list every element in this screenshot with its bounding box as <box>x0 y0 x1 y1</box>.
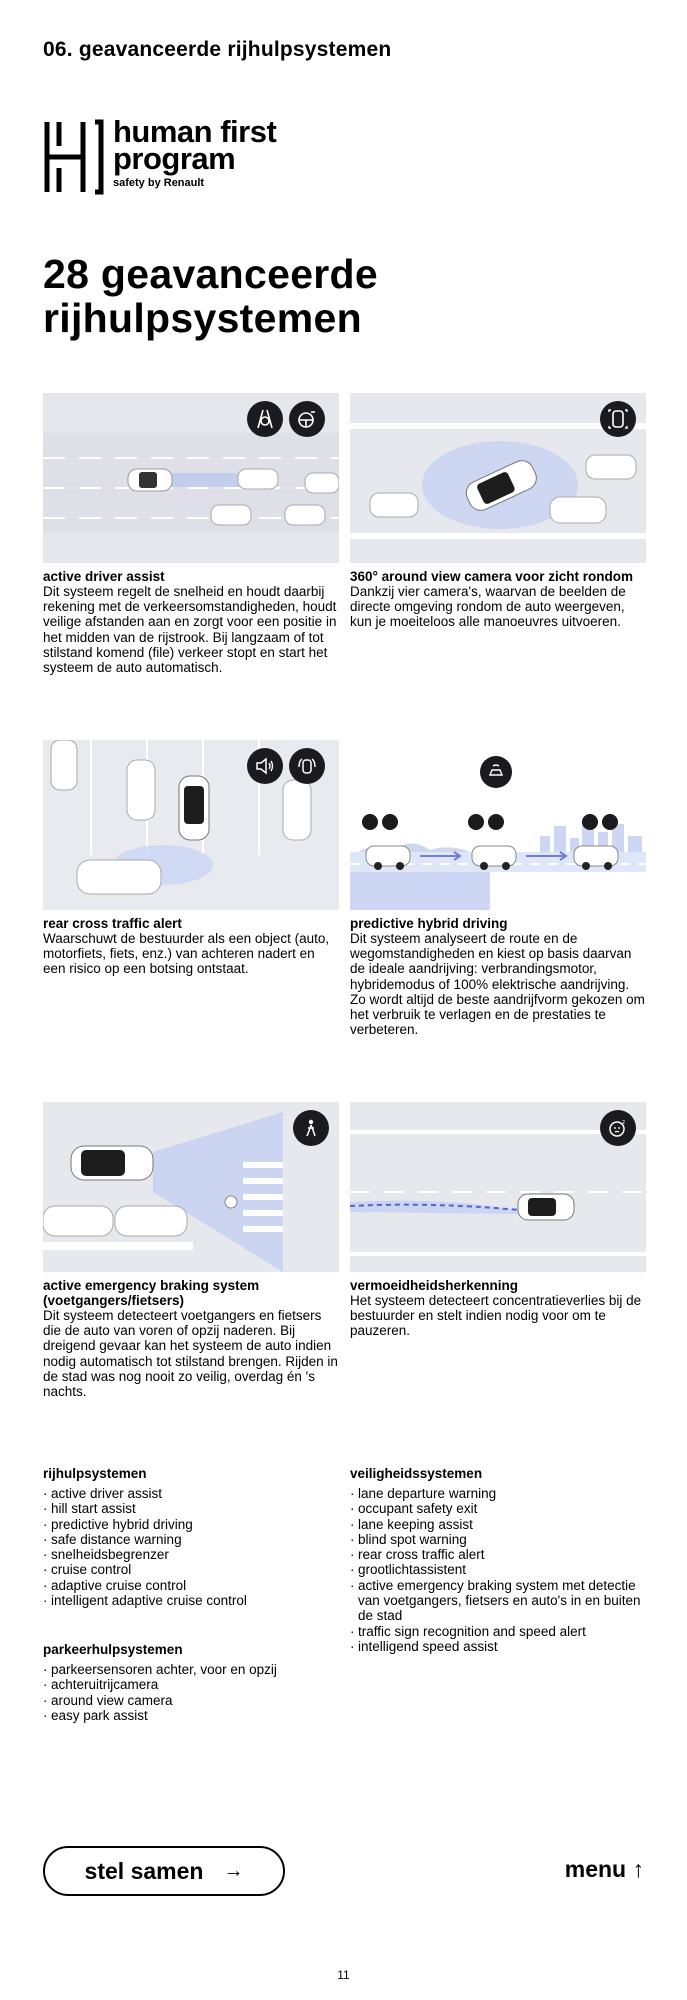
list-item: · grootlichtassistent <box>350 1562 646 1577</box>
logo-line2: program <box>113 141 236 176</box>
list-item: · traffic sign recognition and speed alert <box>350 1624 646 1639</box>
lane-assist-icon <box>247 401 283 437</box>
feature-text: Dit systeem analyseert de route en de wegomstandigheden en kiest op basis daarvan de ideale aandrijving: verbrandingsmotor, hybridemodus of 100% elektrische aandrijving. Zo wordt altijd de beste aandrijfvorm gekozen om het verbruik te verlagen en de prestaties te verbeteren. <box>350 931 645 1038</box>
logo-line1: human first <box>113 114 277 149</box>
feature-image-emergency-braking <box>43 1102 339 1272</box>
list-parkeerhulpsystemen <box>43 1642 343 1723</box>
rear-radar-icon <box>289 748 325 784</box>
list-item: · intelligent adaptive cruise control <box>43 1593 343 1608</box>
list-item: · active emergency braking system met detectie van voetgangers, fietsers en auto's in en buiten de stad <box>350 1578 646 1624</box>
logo-sub: safety by Renault <box>113 177 205 189</box>
fatigue-alert-icon <box>600 1110 636 1146</box>
arrow-right-icon: → <box>223 1859 244 1882</box>
list-item: · around view camera <box>43 1693 343 1708</box>
list-item: · rear cross traffic alert <box>350 1547 646 1562</box>
feature-image-360-camera <box>350 393 646 563</box>
feature-text: Dit systeem regelt de snelheid en houdt daarbij rekening met de verkeersomstandigheden, houdt veilige afstanden aan en zorgt voor een positie in het midden van de rijstrook. Bij langzaam of tot stilstand komend (file) verkeer stopt en start het systeem de auto automatisch. <box>43 584 337 676</box>
list-item: · cruise control <box>43 1562 343 1577</box>
list-item: · achteruitrijcamera <box>43 1677 343 1692</box>
feature-card-active-driver-assist <box>43 393 339 675</box>
feature-card-predictive-hybrid <box>350 740 646 1037</box>
menu-link[interactable] <box>565 1856 644 1883</box>
list-item: · parkeersensoren achter, voor en opzij <box>43 1662 343 1677</box>
feature-title: predictive hybrid driving <box>350 916 508 931</box>
feature-image-driver-fatigue <box>350 1102 646 1272</box>
menu-label: menu <box>564 1856 627 1882</box>
list-title: parkeerhulpsystemen <box>43 1642 183 1657</box>
list-item: · hill start assist <box>43 1501 343 1516</box>
feature-text: Waarschuwt de bestuurder als een object (auto, motorfiets, fiets, enz.) van achteren nadert en een risico op een botsing ontstaat. <box>43 931 330 977</box>
feature-card-driver-fatigue <box>350 1102 646 1339</box>
arrow-up-icon: ↑ <box>632 1856 644 1882</box>
connected-car-icon <box>480 756 512 788</box>
feature-image-active-driver-assist <box>43 393 339 563</box>
camera-view-icon <box>600 401 636 437</box>
feature-text: Dankzij vier camera's, waarvan de beelden de directe omgeving rondom de auto weergeven, kun je moeiteloos alle manoeuvres uitvoeren. <box>350 584 626 630</box>
feature-title: rear cross traffic alert <box>43 916 182 931</box>
list-veiligheidssystemen <box>350 1466 646 1654</box>
list-title: veiligheidssystemen <box>350 1466 483 1481</box>
steering-assist-icon <box>289 401 325 437</box>
feature-card-360-camera <box>350 393 646 630</box>
page-number: 11 <box>337 1968 350 1982</box>
list-item: · occupant safety exit <box>350 1501 646 1516</box>
feature-title: active driver assist <box>43 569 165 584</box>
feature-title: active emergency braking system (voetgangers/fietsers) <box>43 1278 260 1308</box>
human-first-program-logo <box>43 114 343 198</box>
feature-title: vermoeidheidsherkenning <box>350 1278 519 1293</box>
feature-card-emergency-braking <box>43 1102 339 1399</box>
h-logo-icon <box>43 118 105 196</box>
feature-image-rear-cross-traffic <box>43 740 339 910</box>
feature-image-predictive-hybrid <box>350 740 646 910</box>
list-item: · intelligend speed assist <box>350 1639 646 1654</box>
stel-samen-label: stel samen <box>84 1857 204 1884</box>
list-title: rijhulpsystemen <box>43 1466 147 1481</box>
list-item: · lane keeping assist <box>350 1517 646 1532</box>
list-item: · snelheidsbegrenzer <box>43 1547 343 1562</box>
pedestrian-warning-icon <box>293 1110 329 1146</box>
feature-text: Dit systeem detecteert voetgangers en fietsers die de auto van voren of opzij naderen. Bij dreigend gevaar kan het systeem de auto indien nodig automatisch tot stilstand brengen. Rijden in de stad was nog nooit zo veilig, overdag én 's nachts. <box>43 1308 338 1400</box>
list-item: · lane departure warning <box>350 1486 646 1501</box>
speaker-alert-icon <box>247 748 283 784</box>
list-item: · easy park assist <box>43 1708 343 1723</box>
list-item: · predictive hybrid driving <box>43 1517 343 1532</box>
feature-title: 360° around view camera voor zicht rondom <box>350 569 633 584</box>
list-item: · blind spot warning <box>350 1532 646 1547</box>
stel-samen-button[interactable] <box>43 1846 285 1896</box>
feature-text: Het systeem detecteert concentratieverlies bij de bestuurder en stelt indien nodig voor om te pauzeren. <box>350 1293 642 1339</box>
list-item: · adaptive cruise control <box>43 1578 343 1593</box>
feature-card-rear-cross-traffic <box>43 740 339 977</box>
list-rijhulpsystemen <box>43 1466 343 1608</box>
svg-text:z: z <box>622 1119 626 1126</box>
list-item: · safe distance warning <box>43 1532 343 1547</box>
main-heading: 28 geavanceerde rijhulpsystemen <box>43 251 379 341</box>
list-item: · active driver assist <box>43 1486 343 1501</box>
section-title: 06. geavanceerde rijhulpsystemen <box>43 38 392 61</box>
